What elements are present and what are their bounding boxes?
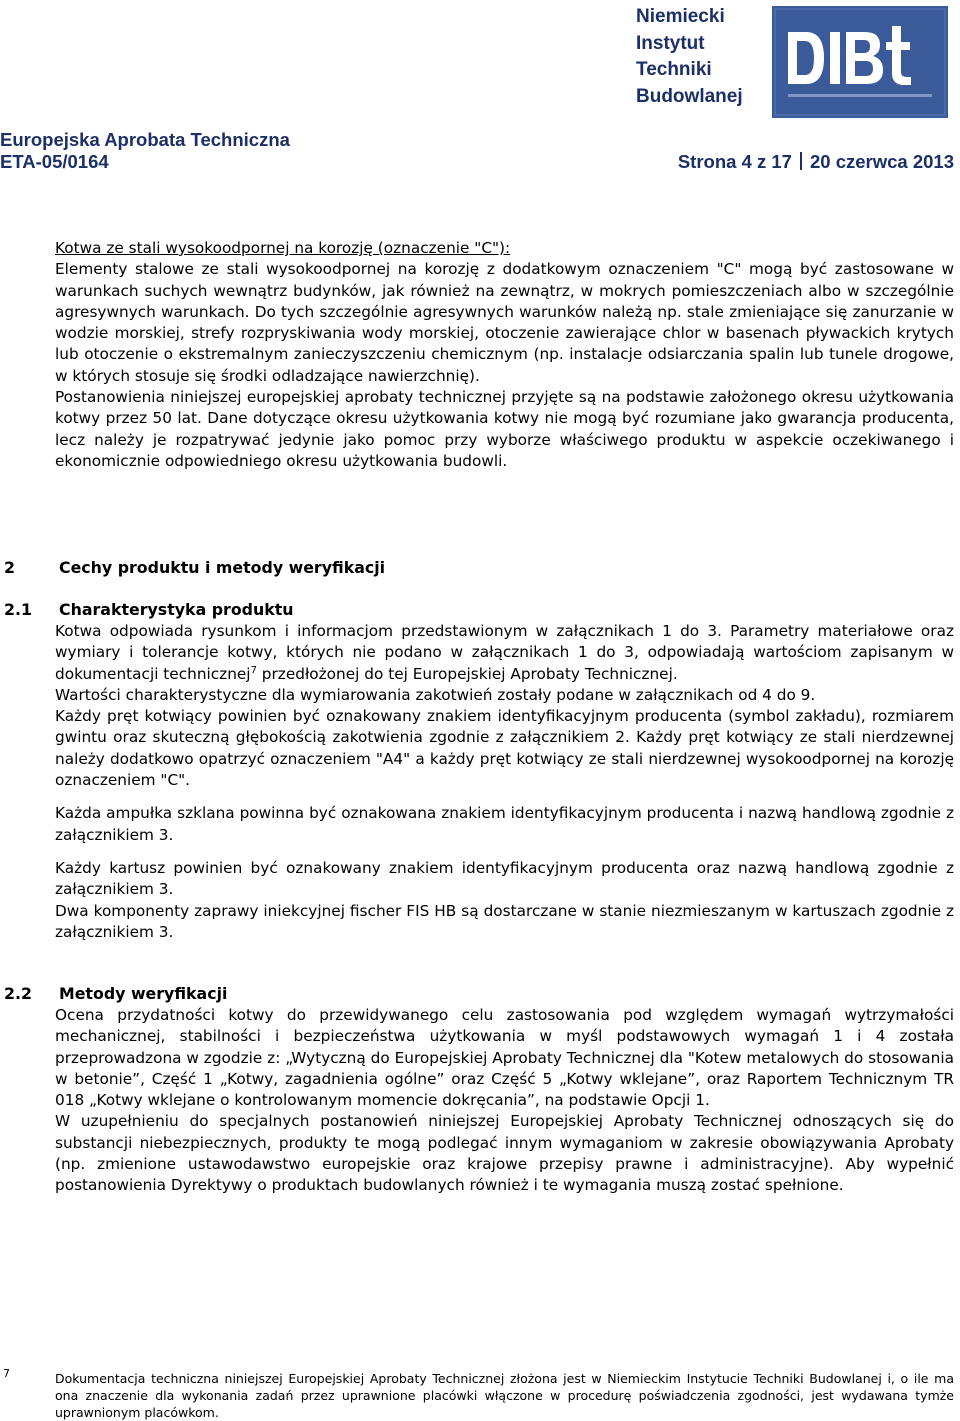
section-2-1-p2: Wartości charakterystyczne dla wymiarowania zakotwień zostały podane w załącznikach od 4 do 9. — [55, 685, 816, 704]
section-2-2-body — [55, 1005, 954, 1197]
institute-name-line-2: Instytut — [636, 32, 705, 54]
footnote-mark: 7 — [3, 1367, 10, 1380]
section-2-1-p3: Każdy pręt kotwiący powinien być oznakowany znakiem identyfikacyjnym producenta (symbol zakładu), rozmiarem gwintu oraz skuteczną głębokością zakotwienia zgodnie z załącznikiem 2. Każdy pręt kotwiący ze stali nierdzewnej należy dodatkowo opatrzyć oznaczeniem "A4" a każdy pręt kotwiący ze stali nierdzewnej wysokoodpornej na korozję oznaczeniem "C". — [55, 707, 954, 790]
section-2-1-p4: Każda ampułka szklana powinna być oznakowana znakiem identyfikacyjnym producenta i nazwą handlową zgodnie z załącznikiem 3. — [55, 804, 954, 844]
p1-text-a: Kotwa odpowiada rysunkom i informacjom przedstawionym w załącznikach 1 do 3. Parametry materiałowe oraz wymiary i tolerancje kotwy, których nie podano w załącznikach 1 do 3, odpowiadają wartościom zapisanym w dokumentacji technicznej — [55, 622, 954, 683]
section-2-2-p1: Ocena przydatności kotwy do przewidywanego celu zastosowania pod względem wymagań wytrzymałości mechanicznej, stabilności i bezpieczeństwa użytkowania w myśl podstawowych wymagań 1 i 4 została przeprowadzona w zgodzie z: „Wytyczną do Europejskiej Aprobaty Technicznej dla "Kotew metalowych do stosowania w betonie”, Część 1 „Kotwy, zagadnienia ogólne” oraz Część 5 „Kotwy wklejane”, oraz Raportem Technicznym TR 018 „Kotwy wklejane o kontrolowanym momencie dokręcania”, na podstawie Opcji 1. — [55, 1006, 954, 1110]
footnote-ref: 7 — [250, 664, 257, 676]
section-2-1-p1 — [55, 621, 954, 685]
document-number: ETA-05/0164 — [0, 151, 109, 172]
page-info — [678, 151, 954, 173]
section-2-1-number: 2.1 — [4, 600, 32, 619]
page-content — [55, 238, 954, 472]
header-separator — [800, 152, 802, 170]
section-2-2-title: Metody weryfikacji — [59, 984, 228, 1003]
institute-name — [636, 4, 766, 110]
section-2-2-number: 2.2 — [4, 984, 32, 1003]
page-number: Strona 4 z 17 — [677, 151, 792, 172]
institute-name-line-4: Budowlanej — [636, 85, 743, 107]
section-2-1-p5: Każdy kartusz powinien być oznakowany znakiem identyfikacyjnym producenta oraz nazwą handlową zgodnie z załącznikiem 3. — [55, 858, 954, 899]
section-2-number: 2 — [4, 558, 15, 577]
section-2-2-p2: W uzupełnieniu do specjalnych postanowień niniejszej Europejskiej Aprobaty Technicznej odnoszących się do substancji niebezpiecznych, produkty te mogą podlegać innym wymaganiom w zakresie obowiązywania Aprobaty (np. zmienione ustawodawstwo europejskie oraz krajowe przepisy prawne i administracyjne). Aby wypełnić postanowienia Dyrektywy o produktach budowlanych również i te wymagania muszą zostać spełnione. — [55, 1112, 954, 1195]
steel-paragraph — [55, 238, 954, 387]
provisions-paragraph: Postanowienia niniejszej europejskiej aprobaty technicznej przyjęte są na podstawie założonego okresu użytkowania kotwy przez 50 lat. Dane dotyczące okresu użytkowania kotwy nie mogą być rozumiane jako gwarancja producenta, lecz należy je rozpatrywać jedynie jako pomoc przy wyborze właściwego produktu w aspekcie oczekiwanego i ekonomicznie odpowiedniego okresu użytkowania budowli. — [55, 388, 954, 470]
institute-name-line-1: Niemiecki — [636, 6, 725, 27]
section-2-1-title: Charakterystyka produktu — [59, 600, 294, 619]
section-2-title: Cechy produktu i metody weryfikacji — [59, 558, 386, 577]
institute-name-line-3: Techniki — [636, 59, 712, 80]
document-title: Europejska Aprobata Techniczna — [0, 129, 290, 150]
p1-text-b: przedłożonej do tej Europejskiej Aprobaty Technicznej. — [256, 664, 678, 683]
section-2-1-p6: Dwa komponenty zaprawy iniekcyjnej fischer FIS HB są dostarczane w stanie niezmieszanym w kartuszach zgodnie z załącznikiem 3. — [55, 901, 954, 941]
logo-background — [772, 6, 948, 118]
steel-text: Elementy stalowe ze stali wysokoodpornej na korozję z dodatkowym oznaczeniem "C" mogą być zastosowane w warunkach suchych wewnątrz budynków, jak również na zewnątrz, w mokrych pomieszczeniach albo w szczególnie agresywnych warunkach. Do tych szczególnie agresywnych warunków należą np. stale zmieniające się zanurzanie w wodzie morskiej, strefy rozpryskiwania wody morskiej, otoczenie zawierające chlor w basenach pływackich krytych lub otoczenie o ekstremalnym zanieczyszczeniu chemicznym (np. instalacje odsiarczania spalin lub tunele drogowe, w których stosuje się środki odladzające nawierzchnię). — [55, 260, 954, 385]
steel-label: Kotwa ze stali wysokoodpornej na korozję (oznaczenie "C"): — [55, 239, 511, 257]
footnote-text: Dokumentacja techniczna niniejszej Europejskiej Aprobaty Technicznej złożona jest w Niemieckim Instytucie Techniki Budowlanej i, o ile ma ona znaczenie dla wykonania zadań przez uprawnione placówki włączone w procedurę poświadczenia zgodności, jest wydawana tymże uprawnionym placówkom. — [55, 1371, 954, 1420]
section-2-1-body — [55, 621, 954, 943]
document-date: 20 czerwca 2013 — [809, 151, 954, 172]
dibt-logo — [772, 6, 948, 118]
